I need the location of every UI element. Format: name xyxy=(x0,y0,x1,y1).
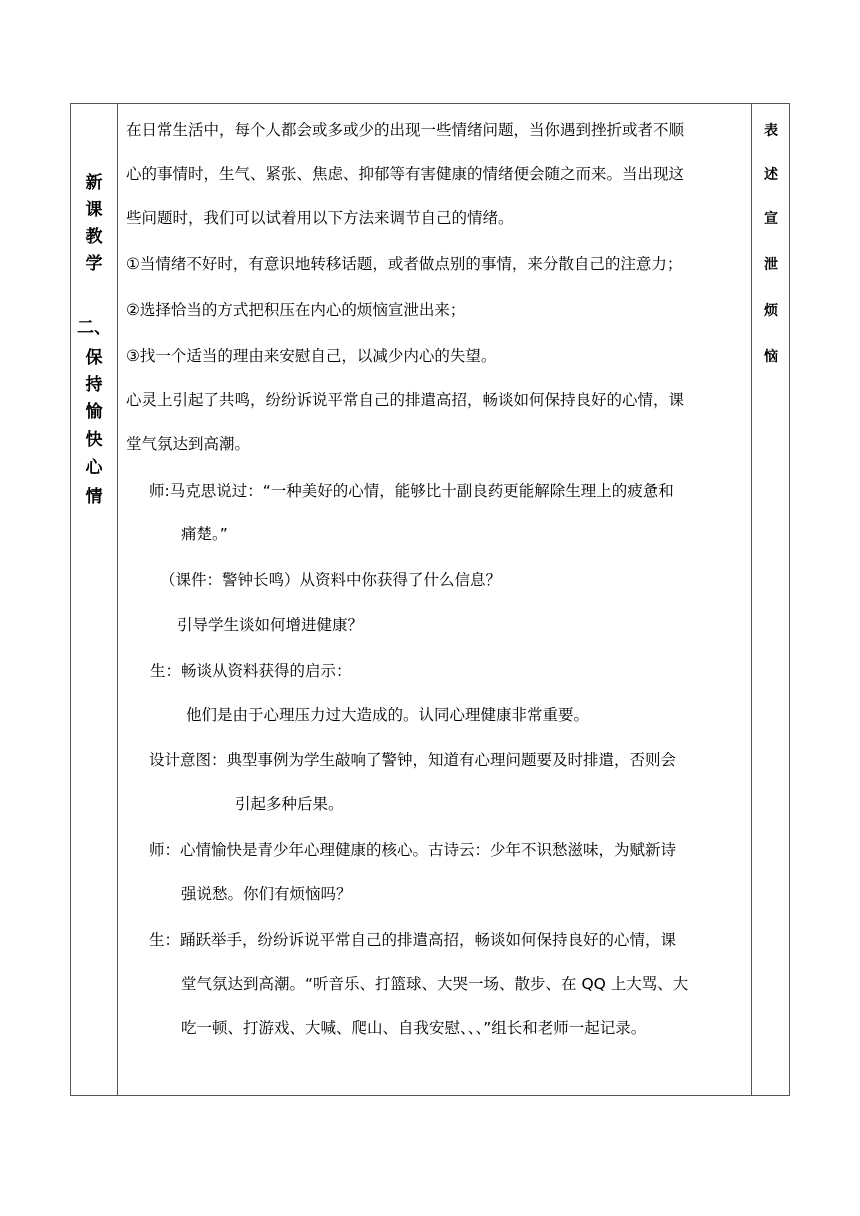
text-line: 些问题时，我们可以试着用以下方法来调节自己的情绪。 xyxy=(126,209,514,227)
section-char: 学 xyxy=(85,254,103,274)
text-line: 师:马克思说过：“一种美好的心情，能够比十副良药更能解除生理上的疲惫和 xyxy=(149,482,674,500)
remarks-column xyxy=(752,104,790,1095)
text-line: 心灵上引起了共鸣，纷纷诉说平常自己的排遣高招，畅谈如何保持良好的心情，课 xyxy=(126,391,685,409)
remark-char: 泄 xyxy=(764,257,778,273)
text-line: 吃一顿、打游戏、大喊、爬山、自我安慰、、、”组长和老师一起记录。 xyxy=(181,1019,647,1037)
text-line: 生：踊跃举手，纷纷诉说平常自己的排遣高招，畅谈如何保持良好的心情，课 xyxy=(149,931,677,949)
text-line: 强说愁。你们有烦恼吗？ xyxy=(181,885,352,903)
text-line: 堂气氛达到高潮。 xyxy=(126,435,251,453)
text-line: 痛楚。” xyxy=(181,525,228,543)
remark-char: 恼 xyxy=(764,349,778,365)
section-char: 心 xyxy=(85,458,103,478)
section-char: 教 xyxy=(85,227,103,247)
text-line: ②选择恰当的方式把积压在内心的烦恼宣泄出来； xyxy=(126,301,466,319)
text-line: 引起多种后果。 xyxy=(235,795,344,813)
remark-char: 宣 xyxy=(764,211,778,227)
text-line: 堂气氛达到高潮。“听音乐、打篮球、大哭一场、散步、在 QQ 上大骂、大 xyxy=(181,975,689,993)
section-char: 愉 xyxy=(85,402,103,422)
section-char: 二、 xyxy=(77,318,111,338)
text-line: ①当情绪不好时，有意识地转移话题，或者做点别的事情，来分散自己的注意力； xyxy=(126,255,683,273)
text-line: 心的事情时，生气、紧张、焦虑、抑郁等有害健康的情绪便会随之而来。当出现这 xyxy=(126,165,685,183)
text-line: 师：心情愉快是青少年心理健康的核心。古诗云：少年不识愁滋味，为赋新诗 xyxy=(149,841,677,859)
lesson-content xyxy=(118,104,751,1095)
remark-char: 述 xyxy=(764,167,778,183)
section-char: 持 xyxy=(85,375,103,395)
text-line: ③找一个适当的理由来安慰自己，以减少内心的失望。 xyxy=(126,347,497,365)
text-line: （课件：警钟长鸣）从资料中你获得了什么信息？ xyxy=(160,571,502,589)
section-char: 保 xyxy=(85,348,103,368)
section-char: 快 xyxy=(85,430,103,450)
text-line: 在日常生活中，每个人都会或多或少的出现一些情绪问题，当你遇到挫折或者不顺 xyxy=(126,121,685,139)
text-line: 引导学生谈如何增进健康？ xyxy=(177,616,364,634)
text-line: 生：畅谈从资料获得的启示： xyxy=(150,662,352,680)
text-line: 设计意图：典型事例为学生敲响了警钟，知道有心理问题要及时排遣，否则会 xyxy=(149,751,677,769)
section-char: 课 xyxy=(85,200,103,220)
remark-char: 表 xyxy=(764,123,778,139)
text-line: 他们是由于心理压力过大造成的。认同心理健康非常重要。 xyxy=(186,706,590,724)
lesson-table xyxy=(70,103,790,1096)
remark-char: 烦 xyxy=(764,303,778,319)
section-char: 新 xyxy=(85,173,103,193)
section-label-column xyxy=(71,104,117,1095)
section-char: 情 xyxy=(85,487,103,507)
